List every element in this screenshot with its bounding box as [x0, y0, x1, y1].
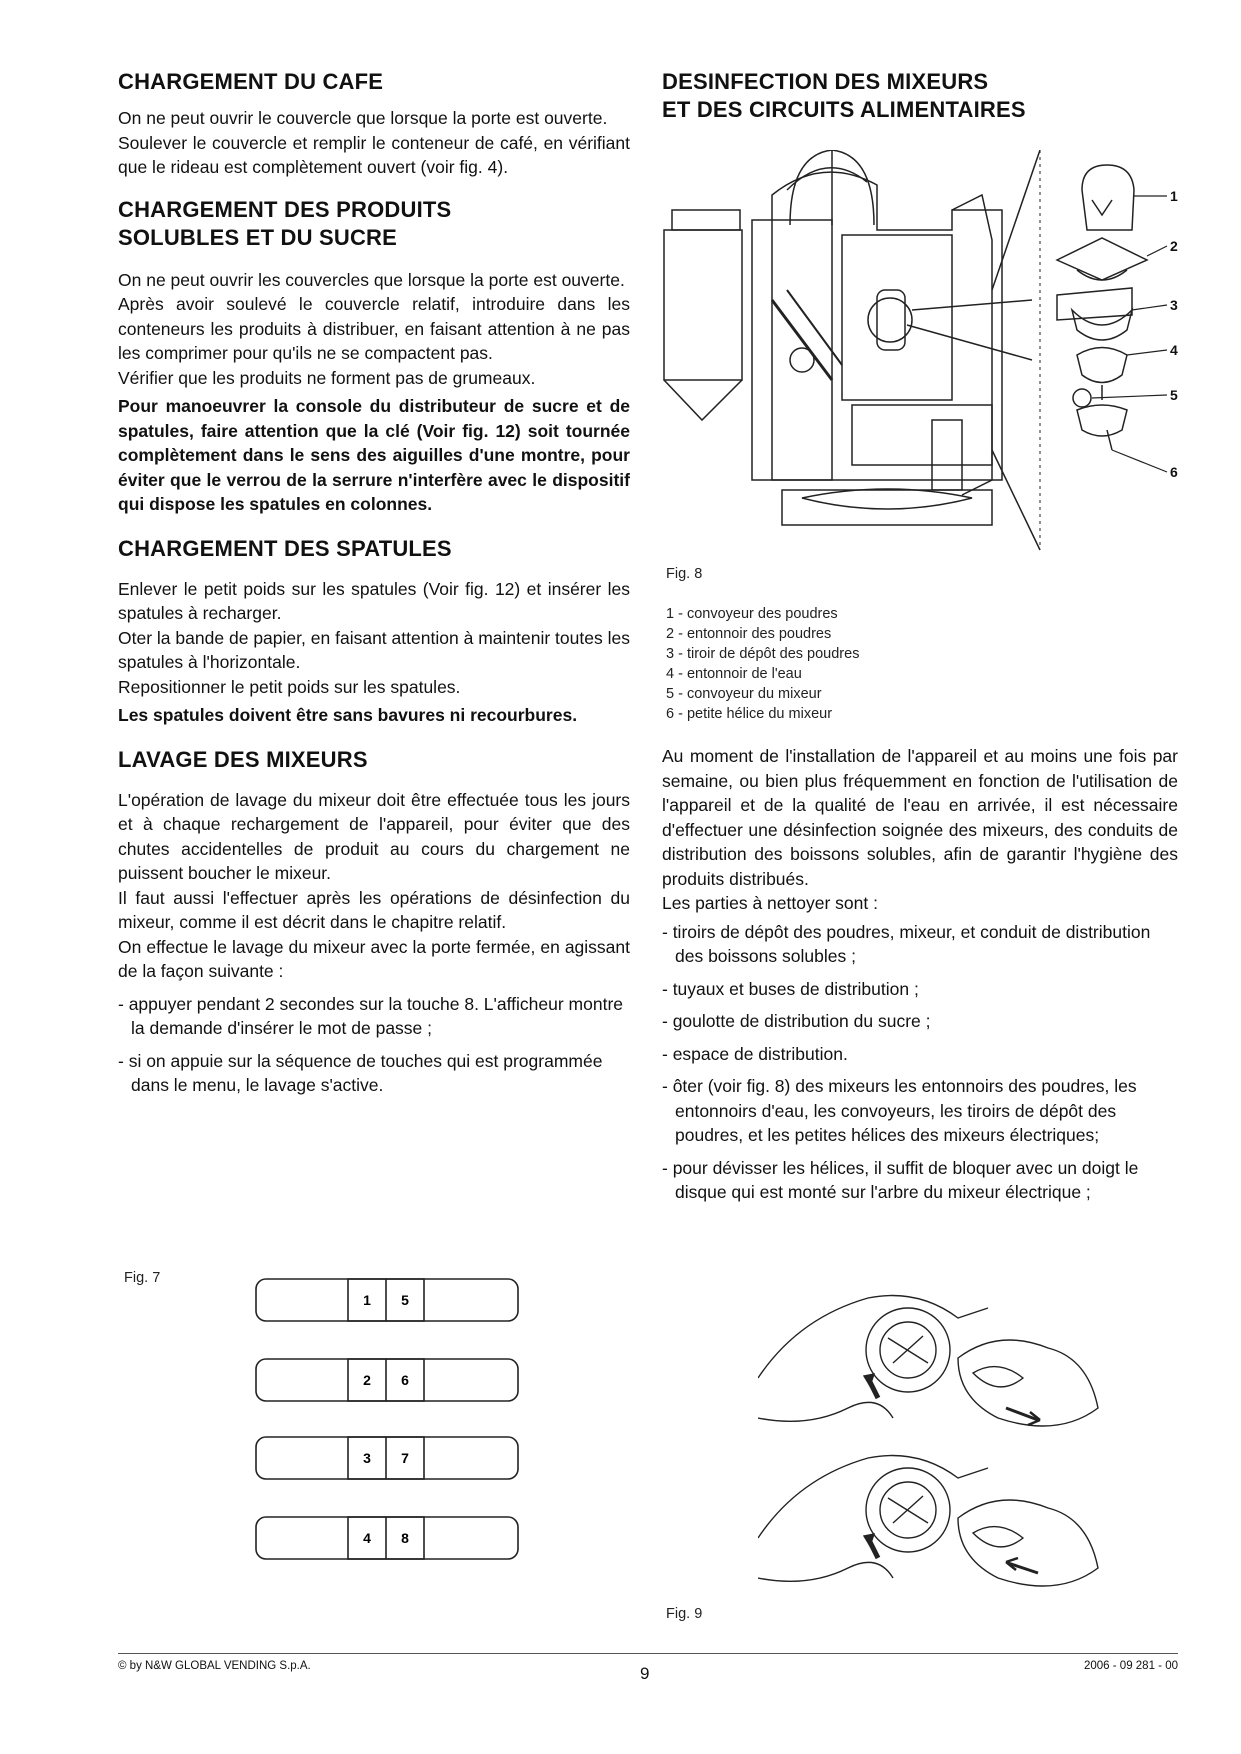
list-item: - ôter (voir fig. 8) des mixeurs les entonnoirs des poudres, les entonnoirs d'eau, les convoyeurs, les tiroirs de dépôt des poudres, et les petites hélices des mixeurs électriques;: [662, 1076, 1137, 1145]
list-item: - appuyer pendant 2 secondes sur la touche 8. L'afficheur montre la demande d'insérer le mot de passe ;: [118, 993, 624, 1038]
callout-5: 5: [1170, 387, 1178, 403]
key-7-label: 7: [401, 1450, 409, 1466]
legend-item: 5 - convoyeur du mixeur: [666, 686, 822, 702]
fig8-caption: Fig. 8: [666, 566, 703, 582]
paragraph: Oter la bande de papier, en faisant attention à maintenir toutes les spatules à l'horizontale.: [118, 627, 630, 672]
left-column: [118, 68, 630, 1098]
list-item: - si on appuie sur la séquence de touches qui est programmée dans le menu, le lavage s'active.: [118, 1050, 603, 1095]
paragraph: On ne peut ouvrir le couvercle que lorsque la porte est ouverte.: [118, 108, 608, 128]
heading-desinfection-line1: DESINFECTION DES MIXEURS: [662, 69, 989, 94]
legend-item: 2 - entonnoir des poudres: [666, 626, 832, 642]
footer-copyright: © by N&W GLOBAL VENDING S.p.A.: [118, 1660, 311, 1672]
callout-3: 3: [1170, 297, 1178, 313]
heading-lavage-mixeurs: LAVAGE DES MIXEURS: [118, 746, 368, 772]
key-row-1: [256, 1279, 518, 1321]
key-row-3: [256, 1437, 518, 1479]
heading-chargement-produits-line1: CHARGEMENT DES PRODUITS: [118, 196, 452, 222]
fig8-illustration: [662, 150, 1182, 560]
key-2-label: 2: [363, 1372, 371, 1388]
list-item: - tuyaux et buses de distribution ;: [662, 978, 919, 999]
paragraph: Vérifier que les produits ne forment pas de grumeaux.: [118, 367, 536, 388]
legend-item: 6 - petite hélice du mixeur: [666, 706, 833, 722]
key-row-4: [256, 1517, 518, 1559]
callout-1: 1: [1170, 188, 1178, 204]
key-3-label: 3: [363, 1450, 371, 1466]
hands-unscrewing-propeller: [758, 1278, 1118, 1608]
fig9-caption: Fig. 9: [666, 1606, 703, 1622]
fig8-legend: [666, 604, 966, 724]
heading-chargement-spatules: CHARGEMENT DES SPATULES: [118, 535, 452, 561]
key-row-2: [256, 1359, 518, 1401]
fig7-caption: Fig. 7: [124, 1270, 161, 1286]
callout-2: 2: [1170, 238, 1178, 254]
fig9-illustration: [758, 1278, 1118, 1608]
right-body: [662, 744, 1178, 1205]
fig7-keypad: [252, 1275, 528, 1595]
footer-divider: [118, 1653, 1178, 1654]
paragraph: Enlever le petit poids sur les spatules (Voir fig. 12) et insérer les spatules à recharger.: [118, 578, 630, 623]
legend-item: 4 - entonnoir de l'eau: [666, 666, 802, 682]
paragraph: Après avoir soulevé le couvercle relatif, introduire dans les conteneurs les produits à distribuer, en faisant attention à ne pas les comprimer pour qu'ils ne se compactent pas.: [118, 294, 630, 363]
callout-6: 6: [1170, 464, 1178, 480]
page-number: 9: [640, 1664, 650, 1683]
list-item: - espace de distribution.: [662, 1043, 848, 1064]
document-code: 2006 - 09 281 - 00: [1084, 1660, 1178, 1672]
key-6-label: 6: [401, 1372, 409, 1388]
legend-item: 1 - convoyeur des poudres: [666, 606, 838, 622]
warning-paragraph: Pour manoeuvrer la console du distributeur de sucre et de spatules, faire attention que la clé (Voir fig. 12) soit tournée complètement dans le sens des aiguilles d'une montre, pour éviter que le verrou de la serrure n'interfère avec le dispositif qui dispose les spatules en colonnes.: [118, 396, 630, 514]
key-5-label: 5: [401, 1292, 409, 1308]
paragraph: Au moment de l'installation de l'appareil et au moins une fois par semaine, ou bien plus fréquemment en fonction de l'utilisation de l'appareil et de la qualité de l'eau en arrivée, il est nécessaire d'effectuer une désinfection soignée des mixeurs, des conduits de distribution des boissons solubles, afin de garantir l'hygiène des produits distribués.: [662, 746, 1178, 889]
legend-item: 3 - tiroir de dépôt des poudres: [666, 646, 860, 662]
key-4-label: 4: [363, 1530, 371, 1546]
callout-4: 4: [1170, 342, 1178, 358]
machine-exploded-diagram: [662, 150, 1182, 560]
key-8-label: 8: [401, 1530, 409, 1546]
heading-chargement-cafe: CHARGEMENT DU CAFE: [118, 69, 384, 94]
list-item: - tiroirs de dépôt des poudres, mixeur, et conduit de distribution des boissons solubles ;: [662, 921, 1151, 966]
warning-paragraph: Les spatules doivent être sans bavures ni recourbures.: [118, 705, 578, 725]
paragraph: Il faut aussi l'effectuer après les opérations de désinfection du mixeur, comme il est décrit dans le chapitre relatif.: [118, 887, 630, 932]
list-item: - pour dévisser les hélices, il suffit de bloquer avec un doigt le disque qui est monté sur l'arbre du mixeur électrique ;: [662, 1157, 1139, 1202]
paragraph: On effectue le lavage du mixeur avec la porte fermée, en agissant de la façon suivante :: [118, 936, 630, 981]
heading-desinfection-line2: ET DES CIRCUITS ALIMENTAIRES: [662, 97, 1026, 122]
key-1-label: 1: [363, 1292, 371, 1308]
right-heading: [662, 68, 1178, 124]
paragraph: Soulever le couvercle et remplir le conteneur de café, en vérifiant que le rideau est complètement ouvert (voir fig. 4).: [118, 132, 630, 177]
keypad-illustration: [252, 1275, 528, 1595]
paragraph: L'opération de lavage du mixeur doit être effectuée tous les jours et à chaque rechargement de l'appareil, pour éviter que des chutes accidentelles de produit au cours du chargement ne puissent boucher le mixeur.: [118, 789, 630, 883]
list-item: - goulotte de distribution du sucre ;: [662, 1011, 931, 1031]
paragraph: Repositionner le petit poids sur les spatules.: [118, 676, 461, 697]
heading-chargement-produits-line2: SOLUBLES ET DU SUCRE: [118, 224, 398, 250]
paragraph: Les parties à nettoyer sont :: [662, 893, 878, 913]
paragraph: On ne peut ouvrir les couvercles que lorsque la porte est ouverte.: [118, 269, 625, 290]
